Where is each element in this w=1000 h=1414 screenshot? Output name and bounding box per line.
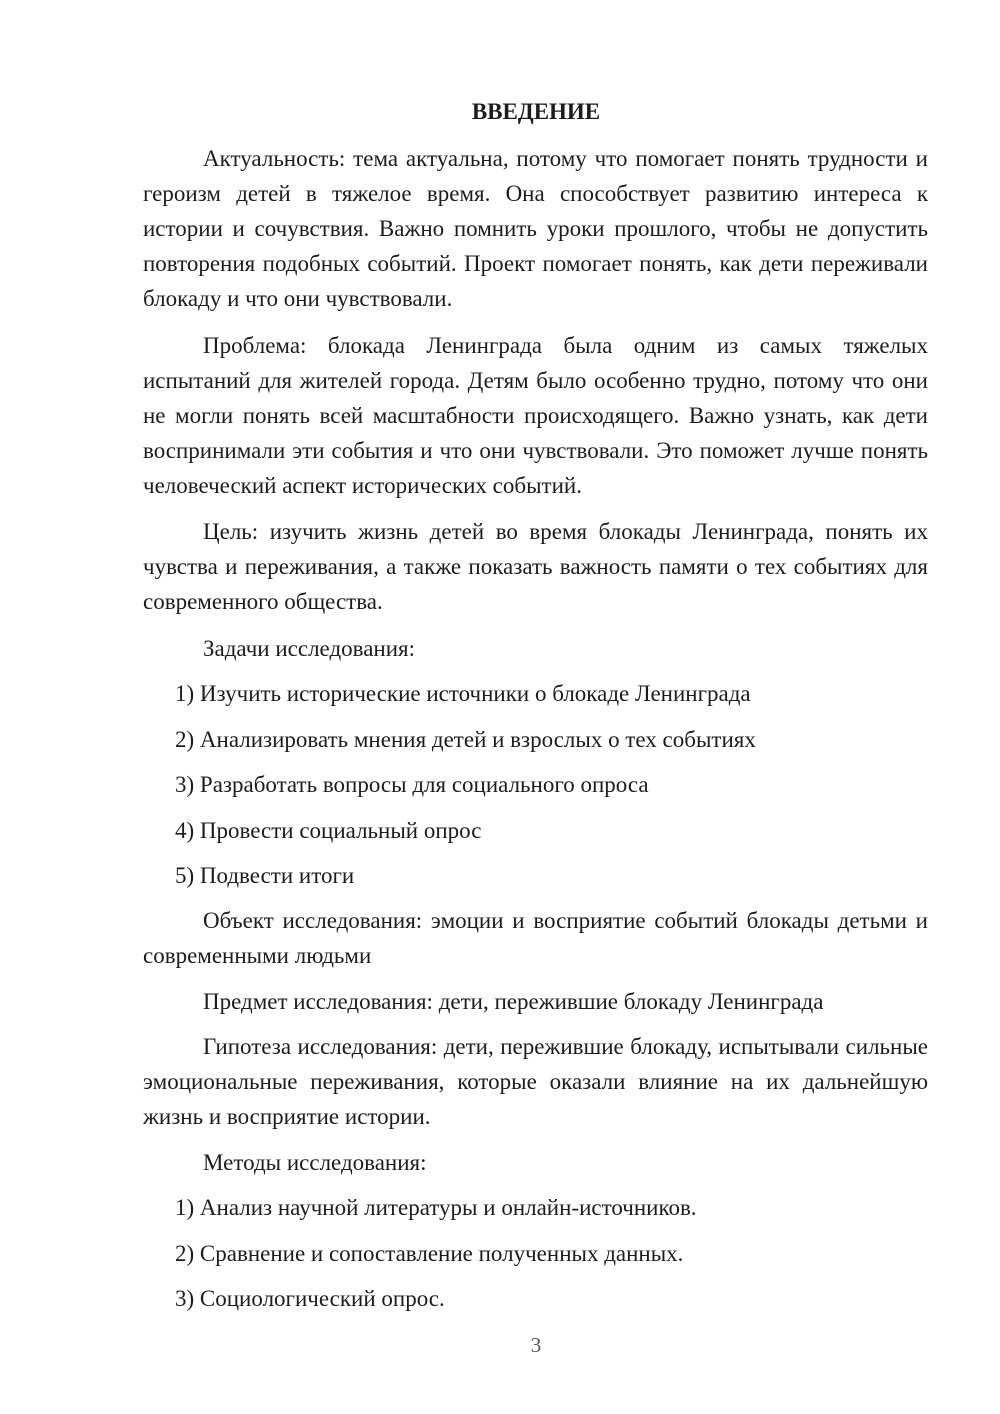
page-title: ВВЕДЕНИЕ [471, 99, 601, 124]
method-item-1: 1) Анализ научной литературы и онлайн-источников. [175, 1195, 697, 1220]
task-item-5: 5) Подвести итоги [175, 863, 355, 888]
hypothesis-paragraph: Гипотеза исследования: дети, пережившие блокаду, испытывали сильные эмоциональные переживания, которые оказали влияние на их дальнейшую жизнь и восприятие истории. [143, 1034, 928, 1129]
method-item-2: 2) Сравнение и сопоставление полученных данных. [175, 1241, 684, 1266]
tasks-heading: Задачи исследования: [203, 636, 416, 661]
goal-paragraph: Цель: изучить жизнь детей во время блокады Ленинграда, понять их чувства и переживания, а также показать важность памяти о тех событиях для современного общества. [143, 519, 928, 614]
task-item-1: 1) Изучить исторические источники о блокаде Ленинграда [175, 681, 751, 706]
subject-paragraph: Предмет исследования: дети, пережившие блокаду Ленинграда [203, 989, 824, 1014]
task-item-4: 4) Провести социальный опрос [175, 818, 482, 843]
task-item-3: 3) Разработать вопросы для социального опроса [175, 772, 649, 797]
object-paragraph: Объект исследования: эмоции и восприятие событий блокады детьми и современными людьми [143, 908, 928, 968]
methods-heading: Методы исследования: [203, 1150, 427, 1175]
method-item-3: 3) Социологический опрос. [175, 1286, 445, 1311]
task-item-2: 2) Анализировать мнения детей и взрослых о тех событиях [175, 727, 756, 752]
page-number: 3 [530, 1333, 542, 1357]
relevance-paragraph: Актуальность: тема актуальна, потому что помогает понять трудности и героизм детей в тяжелое время. Она способствует развитию интереса к истории и сочувствия. Важно помнить уроки прошлого, чтобы не допустить повторения подобных событий. Проект помогает понять, как дети переживали блокаду и что они чувствовали. [143, 146, 928, 311]
problem-paragraph: Проблема: блокада Ленинграда была одним из самых тяжелых испытаний для жителей города. Детям было особенно трудно, потому что они не могли понять всей масштабности происходящего. Важно узнать, как дети воспринимали эти события и что они чувствовали. Это поможет лучше понять человеческий аспект исторических событий. [143, 333, 928, 498]
